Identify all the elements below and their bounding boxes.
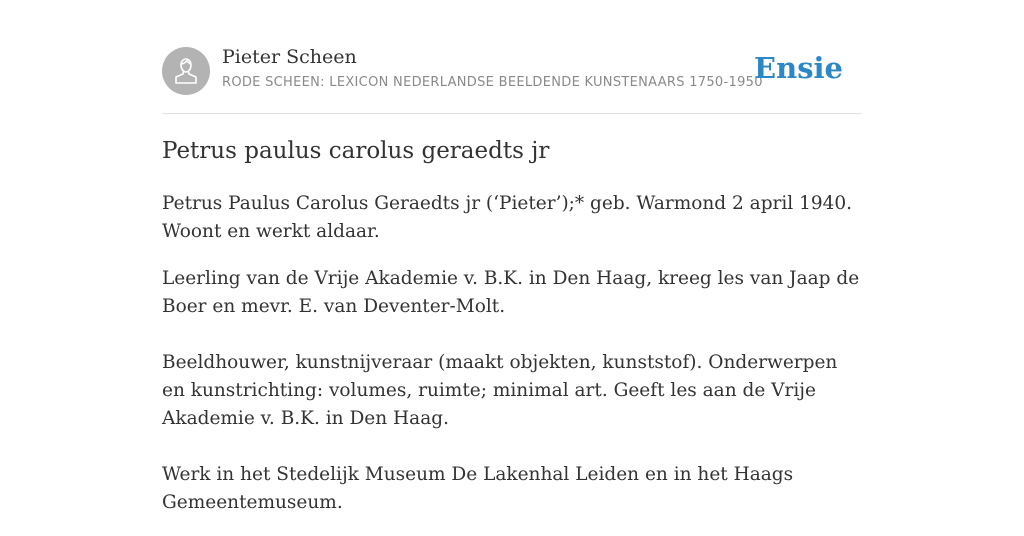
- article-paragraph: Beeldhouwer, kunstnijveraar (maakt objekten, kunststof). Onderwerpen en kunstrichting: volumes, ruimte; minimal art. Geeft les aan de Vrije Akademie v. B.K. in Den Haag.: [162, 352, 838, 429]
- article-title: Petrus paulus carolus geraedts jr: [162, 138, 550, 164]
- source-label[interactable]: RODE SCHEEN: LEXICON NEDERLANDSE BEELDENDE KUNSTENAARS 1750-1950: [222, 75, 763, 90]
- article-paragraph: Werk in het Stedelijk Museum De Lakenhal Leiden en in het Haags Gemeentemuseum.: [162, 464, 794, 513]
- author-name[interactable]: Pieter Scheen: [222, 46, 357, 68]
- article-paragraph: Petrus Paulus Carolus Geraedts jr (‘Pieter’);* geb. Warmond 2 april 1940. Woont en werkt aldaar.: [162, 193, 853, 242]
- ensie-logo[interactable]: Ensie: [754, 51, 843, 85]
- author-avatar[interactable]: [162, 47, 210, 95]
- user-avatar-icon: [174, 57, 198, 85]
- article-body: [162, 190, 862, 536]
- article-header: [162, 46, 862, 96]
- header-divider: [162, 113, 862, 114]
- article-paragraph: Leerling van de Vrije Akademie v. B.K. in Den Haag, kreeg les van Jaap de Boer en mevr. E. van Deventer-Molt.: [162, 268, 860, 317]
